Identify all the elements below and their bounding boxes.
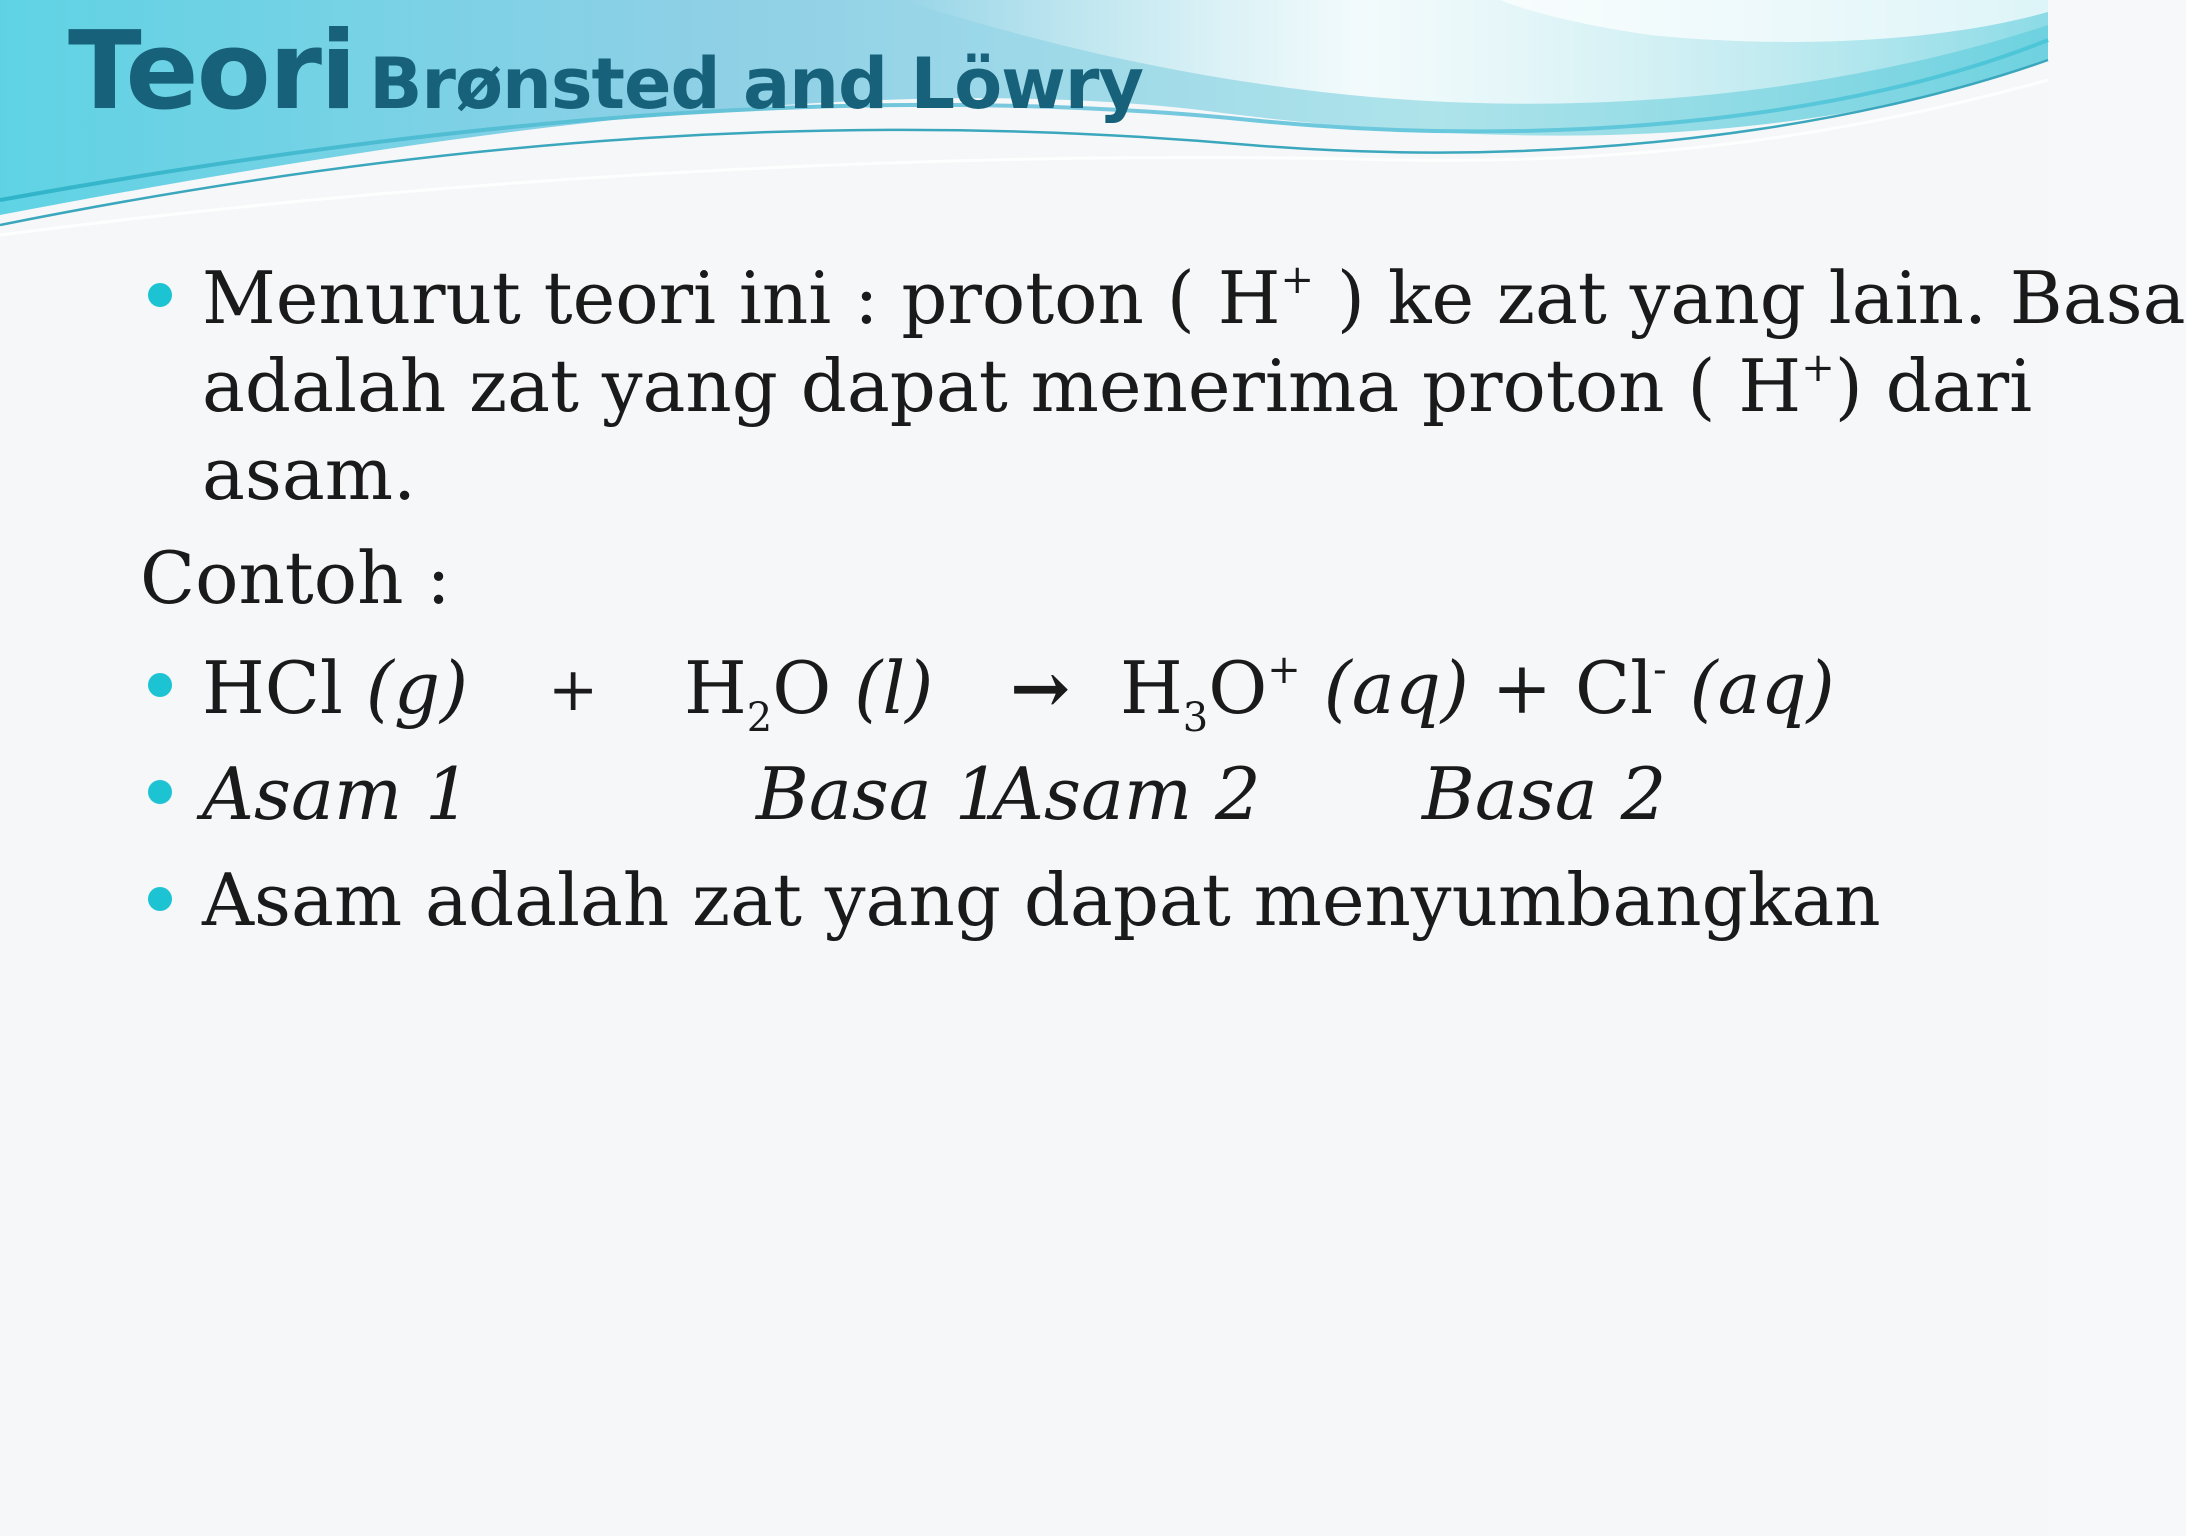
bullet-2-icon xyxy=(148,673,172,697)
equation-reactant-2: $H_2O$ (l) xyxy=(684,646,934,741)
equation-plus-1: + xyxy=(548,655,599,725)
equation-reactant-1: HCl (g) xyxy=(202,646,469,730)
example-label: Contoh : xyxy=(140,536,451,620)
title-main: Teori xyxy=(68,9,356,134)
paragraph-line-1: Menurut teori ini : proton ( H+ ) ke zat yang lain. Basa xyxy=(202,256,2186,340)
paragraph-line-2: adalah zat yang dapat menerima proton ( H+) dari xyxy=(202,344,2033,428)
bullet-1-icon xyxy=(148,283,172,307)
label-asam-1: Asam 1 xyxy=(202,752,471,836)
last-bullet-text: Asam adalah zat yang dapat menyumbangkan xyxy=(202,858,1881,942)
label-asam-2: Asam 2 xyxy=(992,752,1261,836)
arrow-icon: → xyxy=(1010,645,1071,730)
label-basa-2: Basa 2 xyxy=(1422,752,1667,836)
equation-products: $H_3O^+$ (aq) + Cl- (aq) xyxy=(1120,646,1835,741)
bullet-4-icon xyxy=(148,887,172,911)
label-basa-1: Basa 1 xyxy=(756,752,1001,836)
paragraph-line-3: asam. xyxy=(202,432,416,516)
title-sub: Brønsted and Löwry xyxy=(369,43,1144,125)
bullet-3-icon xyxy=(148,780,172,804)
